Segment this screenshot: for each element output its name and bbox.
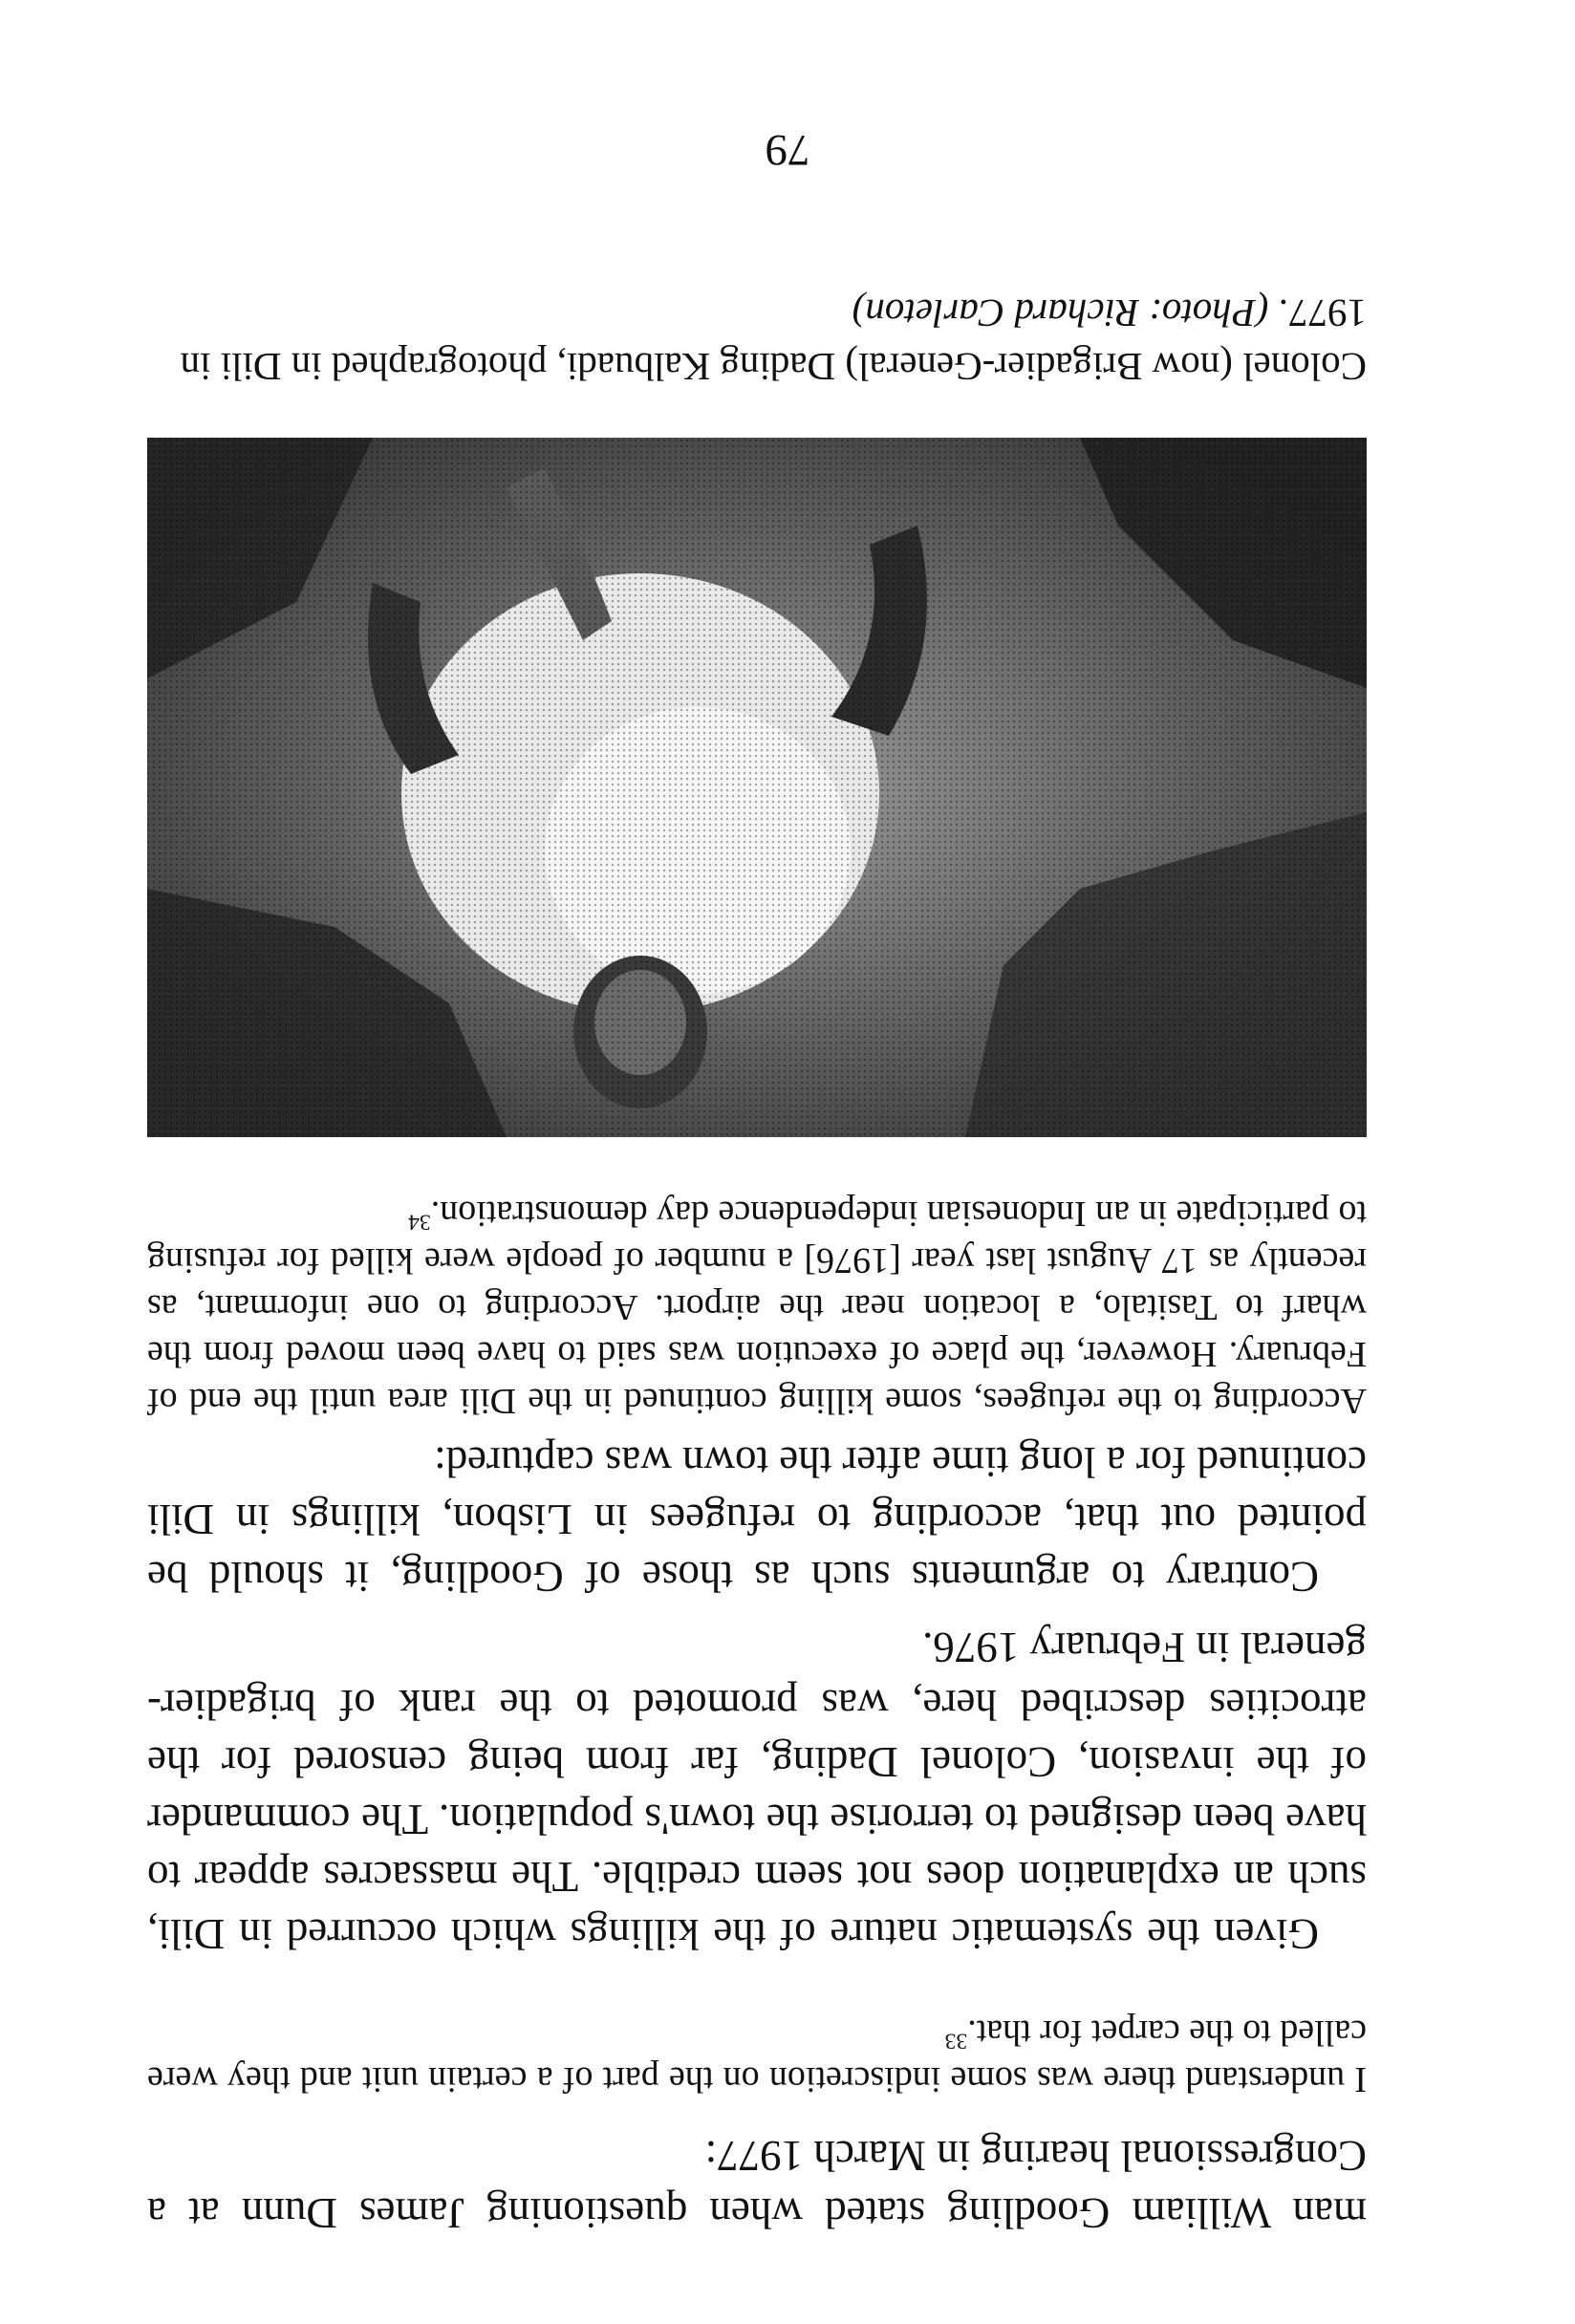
footnote-ref-34: 34 (408, 1209, 431, 1235)
paragraph-contrary-text: Contrary to arguments such as those of Goodling, it should be pointed out that, according to refugees in Lisbon, killings in Dili continued for a long time after the town was captured: (147, 1438, 1367, 1601)
footnote-ref-33: 33 (944, 2028, 968, 2054)
block-quote-1 (147, 2009, 1367, 2102)
paragraph-contrary (147, 1433, 1367, 1605)
block-quote-2 (147, 1190, 1367, 1424)
paragraph-systematic-text: Given the systematic nature of the killings which occurred in Dili, such an explanation does not seem credible. The massacres appear to have been designed to terrorise the town's population. The commander of the invasion, Colonel Dading, far from being censored for the atrocities described here, was promoted to the rank of brigadier-general in February 1976. (147, 1624, 1367, 1958)
block-quote-1-text: I understand there was some indiscretion on the part of a certain unit and they were called to the carpet for that. (147, 2012, 1367, 2099)
photo-colonel-dading (147, 438, 1367, 1137)
paragraph-intro-text: man William Goodling stated when questioning James Dunn at a Congressional hearing in March 1977: (147, 2132, 1367, 2237)
caption-text: Colonel (now Brigadier-General) Dading Kalbuadi, photographed in Dili in 1977. (180, 291, 1367, 389)
photo-halftone (147, 438, 1367, 1137)
photo-credit: (Photo: Richard Carleton) (852, 291, 1269, 335)
photo-caption (147, 287, 1367, 394)
block-quote-2-text: According to the refugees, some killing continued in the Dili area until the end of February. However, the place of execution was said to have been moved from the wharf to Tasitalo, a location near the airport. According to one informant, as recently as 17 August last year [1976] a number of people were killed for refusing to participate in an Indonesian independence day demonstration. (147, 1194, 1367, 1421)
paragraph-systematic (147, 1619, 1367, 1963)
paragraph-intro (147, 2127, 1367, 2242)
page-number: 79 (765, 125, 810, 175)
